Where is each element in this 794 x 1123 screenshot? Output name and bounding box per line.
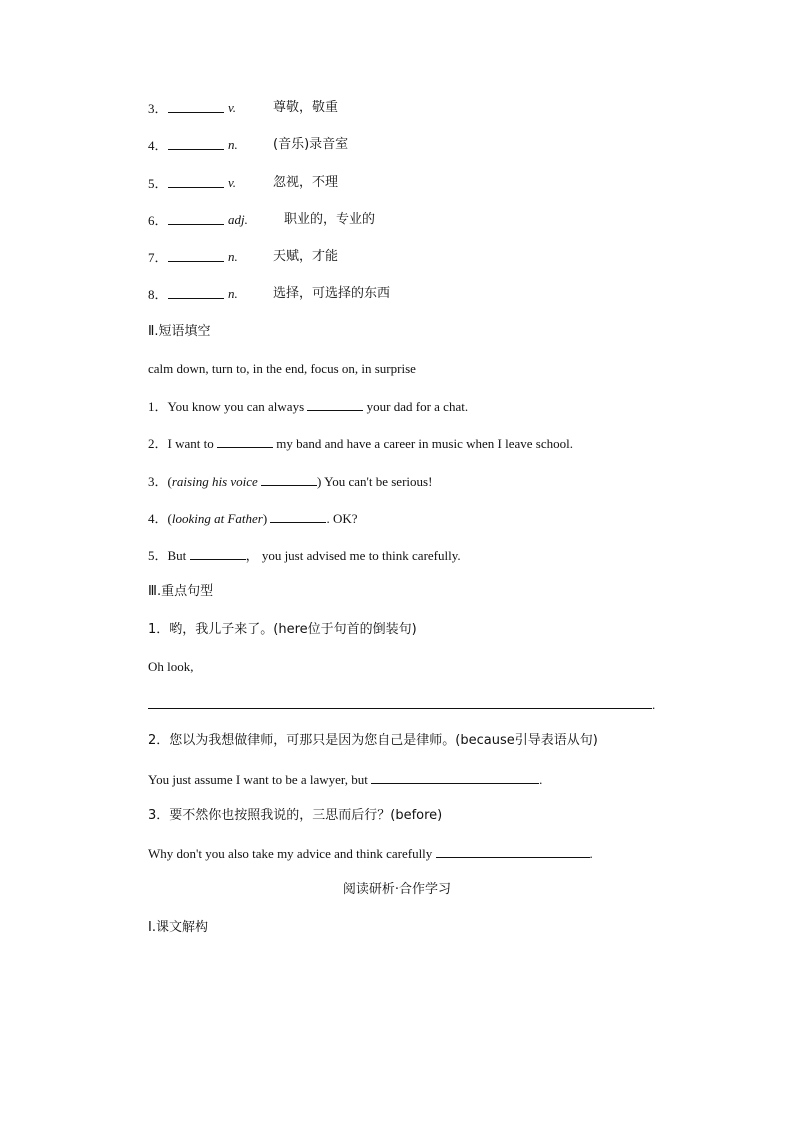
section-title-sentences: Ⅲ.重点句型 bbox=[148, 584, 214, 599]
open-paren: ( bbox=[167, 474, 172, 489]
item-number: 3． bbox=[148, 101, 168, 116]
reading-section-title: 阅读研析·合作学习 bbox=[342, 882, 452, 897]
part-of-speech: n. bbox=[228, 249, 238, 264]
answer-blank[interactable] bbox=[307, 397, 363, 411]
definition: (音乐)录音室 bbox=[273, 137, 349, 152]
period: . bbox=[652, 697, 656, 712]
part-of-speech: n. bbox=[228, 286, 238, 301]
item-number: 6． bbox=[148, 213, 168, 228]
close-paren: ) bbox=[262, 511, 268, 526]
sentence-answer-1 bbox=[148, 658, 194, 676]
answer-blank[interactable] bbox=[270, 509, 326, 523]
sentence-start: Oh look, bbox=[148, 659, 194, 674]
sentence-answer-1-line bbox=[148, 695, 655, 714]
open-paren: ( bbox=[167, 511, 172, 526]
item-number: 4． bbox=[148, 511, 168, 526]
item-number: 4． bbox=[148, 138, 168, 153]
definition: 忽视，不理 bbox=[273, 175, 339, 190]
vocab-item-5 bbox=[148, 174, 339, 193]
sentence-end: my band and have a career in music when I leave school. bbox=[276, 436, 573, 451]
sentence-prompt-1: 1．哟，我儿子来了。(here位于句首的倒装句) bbox=[148, 622, 417, 637]
answer-blank[interactable] bbox=[168, 285, 224, 299]
phrase-bank: calm down, turn to, in the end, focus on, in surprise bbox=[148, 361, 416, 376]
part-of-speech: n. bbox=[228, 137, 238, 152]
item-number: 2． bbox=[148, 436, 168, 451]
vocab-item-6 bbox=[148, 211, 376, 230]
sentence-start: I want to bbox=[167, 436, 214, 451]
sentence-start: You just assume I want to be a lawyer, but bbox=[148, 772, 368, 787]
sentence-end: ) You can't be serious! bbox=[317, 474, 433, 489]
vocab-item-8 bbox=[148, 285, 391, 304]
item-number: 5． bbox=[148, 548, 168, 563]
definition: 职业的，专业的 bbox=[284, 212, 376, 227]
part-of-speech: v. bbox=[228, 175, 237, 190]
phrase-item-5 bbox=[148, 546, 461, 565]
period: . bbox=[589, 846, 593, 861]
definition: 尊敬，敬重 bbox=[273, 100, 339, 115]
stage-direction: looking at Father bbox=[171, 511, 263, 526]
phrase-item-3 bbox=[148, 472, 432, 491]
answer-blank[interactable] bbox=[371, 770, 539, 784]
vocab-item-7 bbox=[148, 248, 339, 267]
answer-blank[interactable] bbox=[168, 174, 224, 188]
sentence-end: . OK? bbox=[326, 511, 358, 526]
item-number: 1． bbox=[148, 399, 168, 414]
item-number: 5． bbox=[148, 176, 168, 191]
section-title-text-structure: Ⅰ.课文解构 bbox=[148, 920, 208, 935]
vocab-item-3 bbox=[148, 99, 339, 118]
answer-blank[interactable] bbox=[148, 695, 652, 709]
phrase-item-1 bbox=[148, 397, 468, 416]
phrase-item-2 bbox=[148, 434, 573, 453]
sentence-prompt-3: 3．要不然你也按照我说的，三思而后行？(before) bbox=[148, 808, 443, 823]
item-number: 3． bbox=[148, 474, 168, 489]
item-number: 7． bbox=[148, 250, 168, 265]
section-title-phrases: Ⅱ.短语填空 bbox=[148, 324, 211, 339]
answer-blank[interactable] bbox=[261, 472, 317, 486]
period: . bbox=[539, 772, 543, 787]
sentence-end: your dad for a chat. bbox=[366, 399, 469, 414]
sentence-answer-3 bbox=[148, 844, 593, 863]
answer-blank[interactable] bbox=[217, 434, 273, 448]
sentence-end: ， you just advised me to think carefully. bbox=[245, 548, 461, 563]
part-of-speech: v. bbox=[228, 100, 237, 115]
stage-direction: raising his voice bbox=[171, 474, 258, 489]
sentence-start: But bbox=[167, 548, 187, 563]
sentence-answer-2 bbox=[148, 770, 542, 789]
answer-blank[interactable] bbox=[168, 99, 224, 113]
vocab-item-4 bbox=[148, 136, 349, 155]
phrase-item-4 bbox=[148, 509, 358, 528]
sentence-start: Why don't you also take my advice and think carefully bbox=[148, 846, 433, 861]
definition: 天赋，才能 bbox=[273, 249, 339, 264]
part-of-speech: adj. bbox=[228, 212, 248, 227]
answer-blank[interactable] bbox=[168, 248, 224, 262]
sentence-start: You know you can always bbox=[167, 399, 305, 414]
definition: 选择，可选择的东西 bbox=[273, 286, 391, 301]
answer-blank[interactable] bbox=[168, 211, 224, 225]
answer-blank[interactable] bbox=[436, 844, 590, 858]
item-number: 8． bbox=[148, 287, 168, 302]
answer-blank[interactable] bbox=[190, 546, 246, 560]
sentence-prompt-2: 2．您以为我想做律师，可那只是因为您自己是律师。(because引导表语从句) bbox=[148, 733, 598, 748]
answer-blank[interactable] bbox=[168, 136, 224, 150]
